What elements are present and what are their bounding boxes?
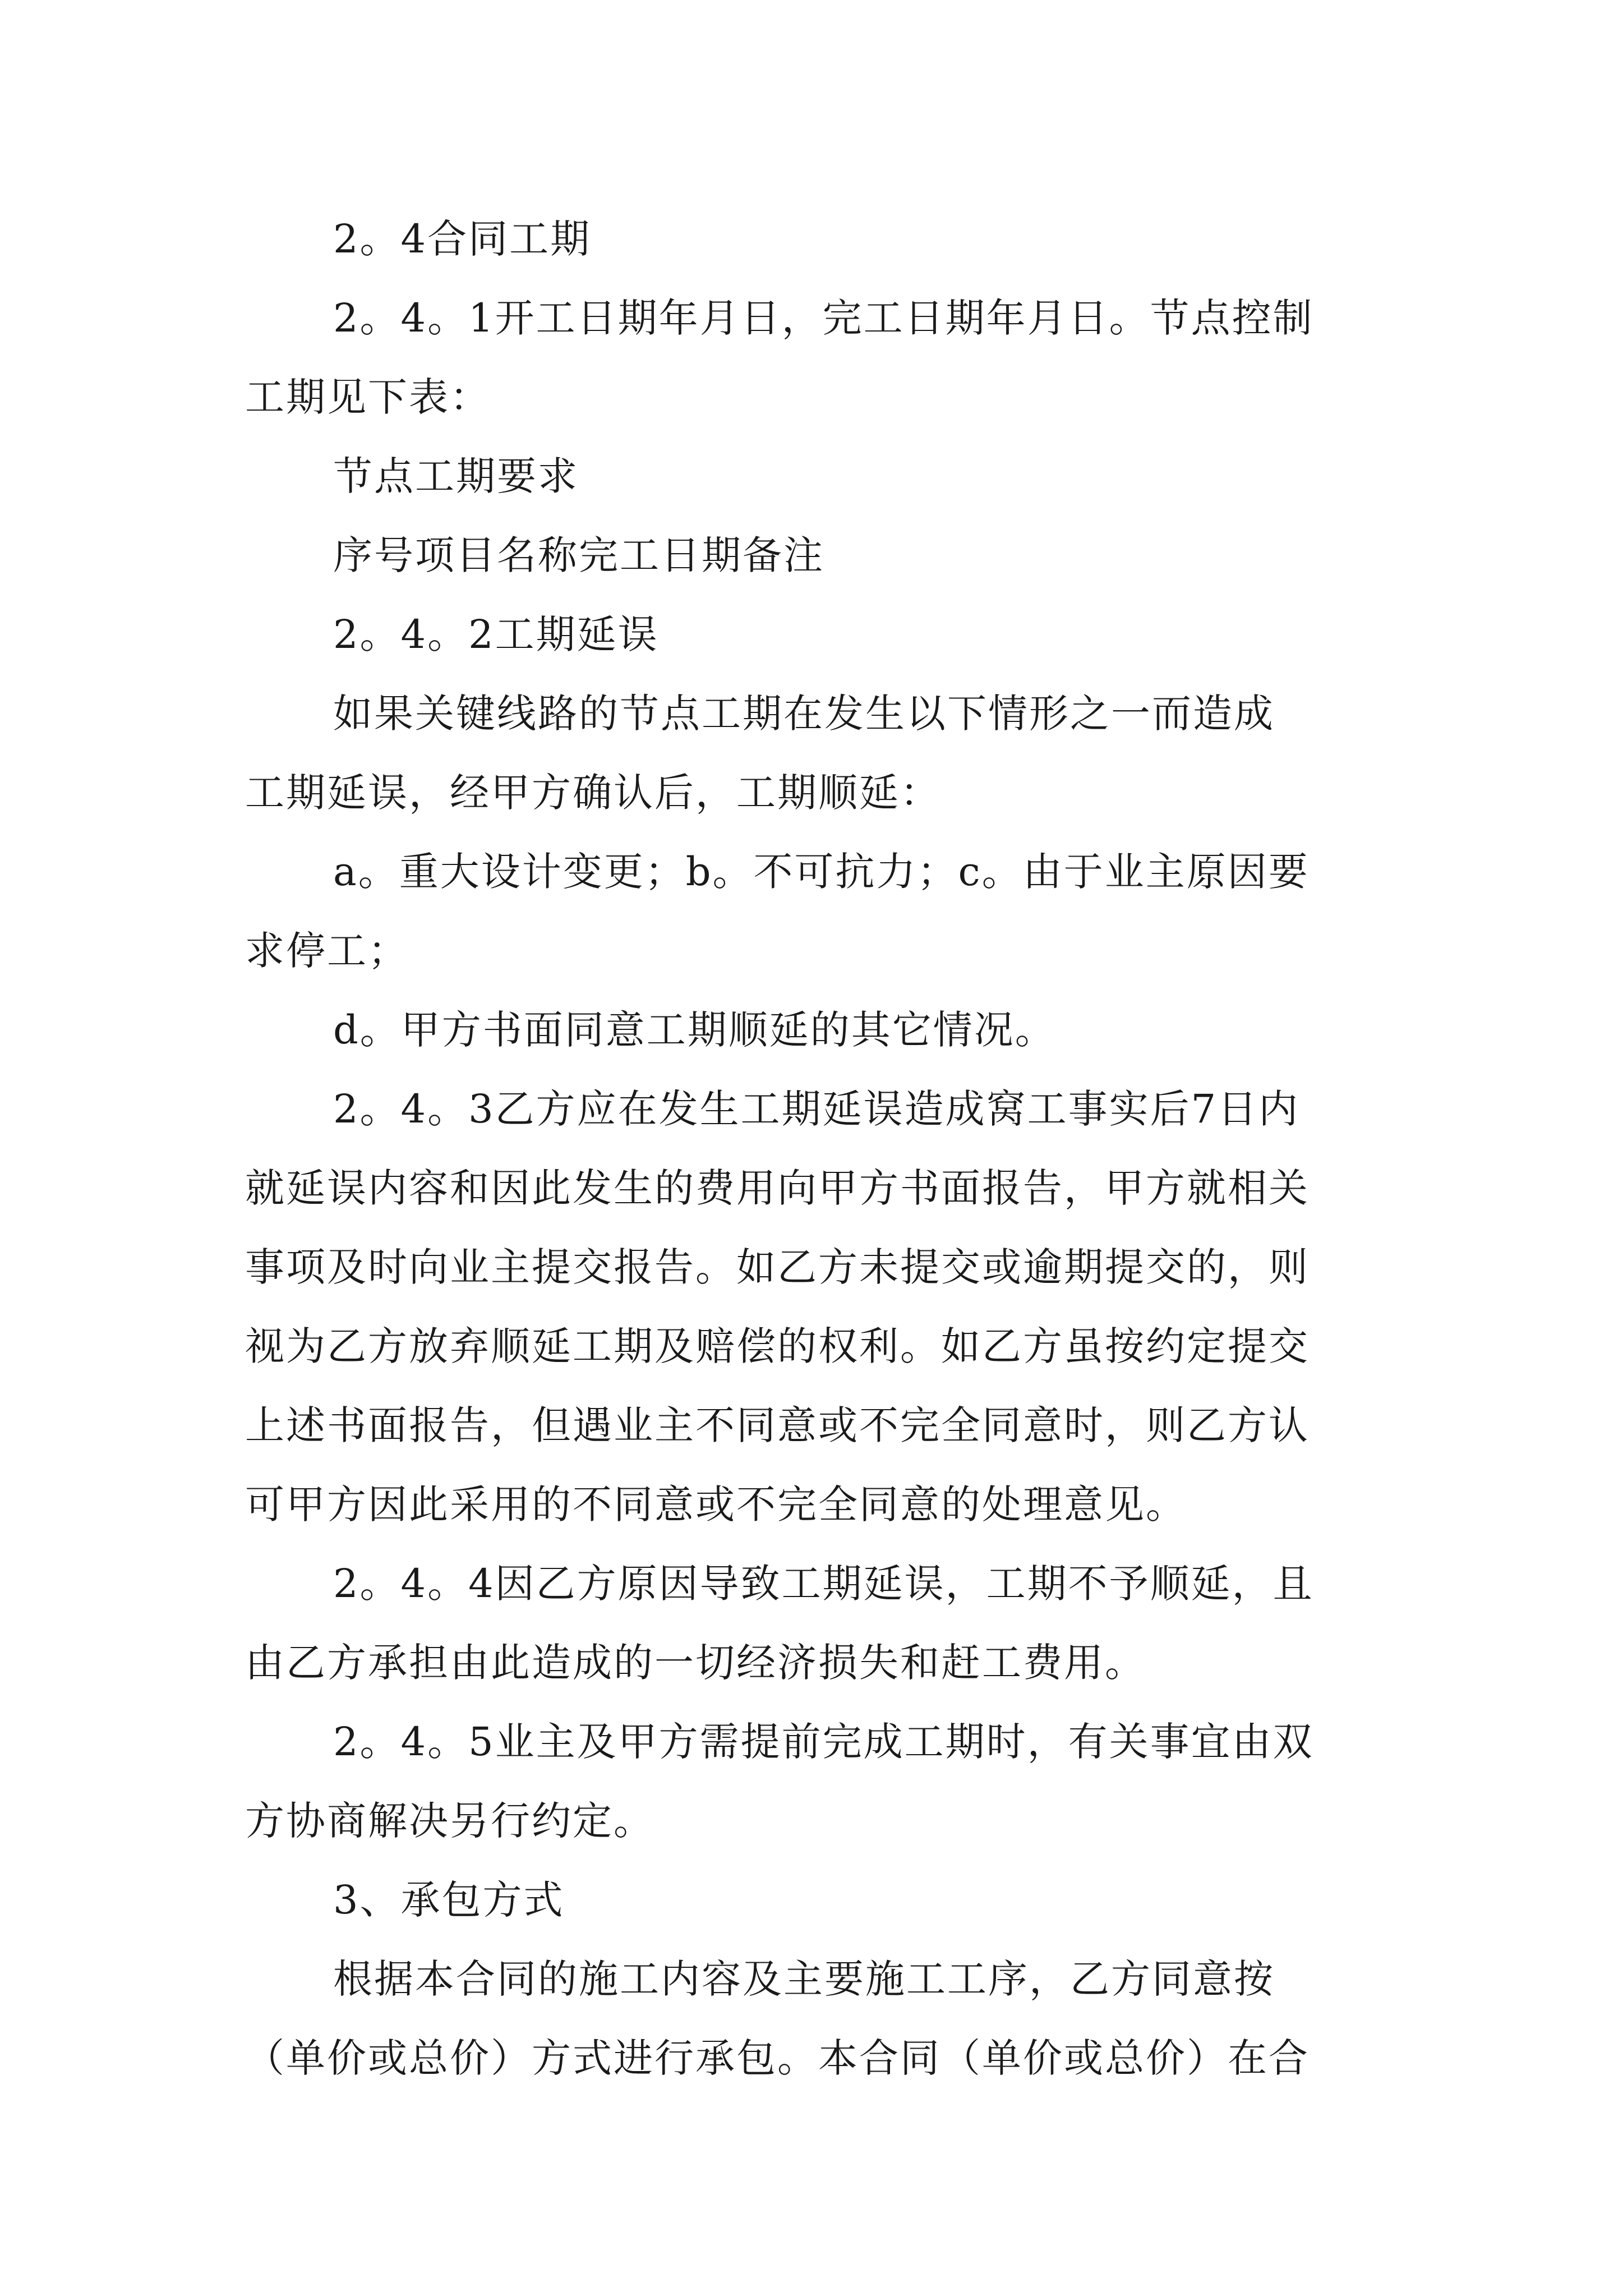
paragraph-line: 2。4。1开工日期年月日，完工日期年月日。节点控制: [333, 295, 1314, 341]
section-heading-2-4-2: 2。4。2工期延误: [333, 611, 659, 657]
paragraph-line: 就延误内容和因此发生的费用向甲方书面报告，甲方就相关: [245, 1165, 1310, 1211]
document-body: [245, 200, 1378, 2098]
paragraph-line: 方协商解决另行约定。: [245, 1798, 654, 1844]
list-item: a。重大设计变更；b。不可抗力；c。由于业主原因要: [333, 849, 1310, 895]
paragraph-line: 2。4。5业主及甲方需提前完成工期时，有关事宜由双: [333, 1719, 1314, 1765]
paragraph-line: 由乙方承担由此造成的一切经济损失和赶工费用。: [245, 1640, 1146, 1686]
list-item: d。甲方书面同意工期顺延的其它情况。: [333, 1007, 1056, 1053]
section-heading-2-4: 2。4合同工期: [333, 216, 592, 262]
table-header: 序号项目名称完工日期备注: [333, 532, 824, 578]
paragraph-line: 工期见下表：: [245, 374, 491, 420]
paragraph-line: 上述书面报告，但遇业主不同意或不完全同意时，则乙方认: [245, 1402, 1310, 1448]
table-title: 节点工期要求: [333, 453, 579, 499]
section-heading-3: 3、承包方式: [333, 1877, 565, 1923]
paragraph-line: 可甲方因此采用的不同意或不完全同意的处理意见。: [245, 1481, 1187, 1527]
paragraph-line: 工期延误，经甲方确认后，工期顺延：: [245, 770, 941, 816]
list-item: 求停工；: [245, 928, 409, 974]
paragraph-line: 2。4。4因乙方原因导致工期延误，工期不予顺延，且: [333, 1561, 1314, 1607]
paragraph-line: 事项及时向业主提交报告。如乙方未提交或逾期提交的，则: [245, 1244, 1310, 1290]
paragraph-line: 2。4。3乙方应在发生工期延误造成窝工事实后7日内: [333, 1086, 1300, 1132]
paragraph-line: 如果关键线路的节点工期在发生以下情形之一而造成: [333, 691, 1275, 737]
paragraph-line: （单价或总价）方式进行承包。本合同（单价或总价）在合: [245, 2035, 1310, 2081]
paragraph-line: 视为乙方放弃顺延工期及赔偿的权利。如乙方虽按约定提交: [245, 1323, 1310, 1369]
paragraph-line: 根据本合同的施工内容及主要施工工序，乙方同意按: [333, 1956, 1275, 2002]
